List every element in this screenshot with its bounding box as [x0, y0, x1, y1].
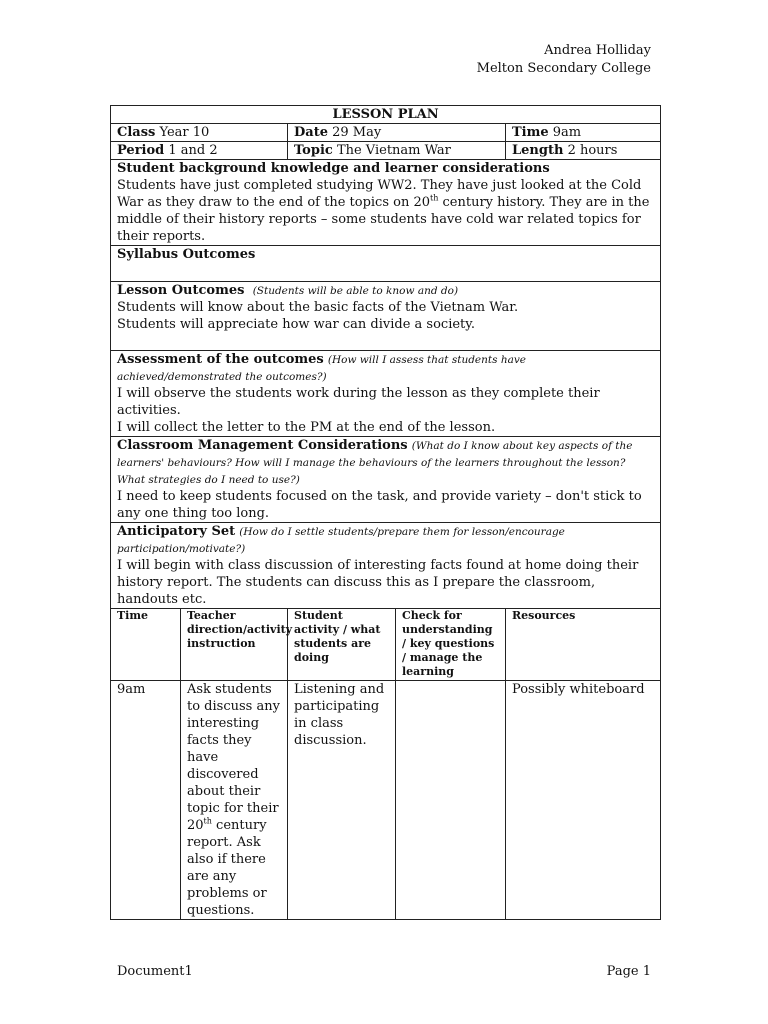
- period-cell: [111, 142, 288, 160]
- assessment-line-2: I will collect the letter to the PM at the end of the lesson.: [117, 420, 496, 435]
- anticipatory-text: I will begin with class discussion of interesting facts found at home doing their history report. The students can discuss this as I prepare the classroom, handouts etc.: [117, 558, 639, 607]
- row-teacher-text-2: century report. Ask also if there are any problems or questions.: [187, 818, 267, 918]
- period-value: 1 and 2: [168, 143, 218, 158]
- anticipatory-note: (How do I settle students/prepare them for lesson/encourage participation/motivate?): [117, 526, 565, 555]
- class-cell: [111, 124, 288, 142]
- assessment-section: [111, 351, 661, 437]
- anticipatory-section: [111, 523, 661, 609]
- time-cell: [506, 124, 661, 142]
- topic-label: Topic: [294, 143, 333, 158]
- management-section: [111, 437, 661, 523]
- outcomes-section: [111, 282, 661, 351]
- date-label: Date: [294, 125, 328, 140]
- time-label: Time: [512, 125, 549, 140]
- row-time: 9am: [111, 681, 181, 920]
- row-resources: Possibly whiteboard: [506, 681, 661, 920]
- footer-document-name: Document1: [117, 964, 193, 979]
- row-teacher-text-1: Ask students to discuss any interesting facts they have discovered about their topic for their 20: [187, 682, 280, 833]
- row-teacher-sup: th: [203, 816, 212, 826]
- class-value: Year 10: [159, 125, 210, 140]
- background-sup: th: [430, 193, 439, 203]
- column-header-resources: Resources: [506, 609, 661, 681]
- outcomes-line-1: Students will know about the basic facts of the Vietnam War.: [117, 300, 519, 315]
- outcomes-note: (Students will be able to know and do): [252, 285, 459, 297]
- time-value: 9am: [552, 125, 582, 140]
- assessment-heading: Assessment of the outcomes: [117, 352, 324, 367]
- column-header-time: Time: [111, 609, 181, 681]
- syllabus-section: [111, 246, 661, 282]
- row-teacher: [181, 681, 288, 920]
- length-value: 2 hours: [567, 143, 618, 158]
- background-text-1: Students have just completed studying WW2. They have just looked at the Cold War as they draw to the end of the topics on 20: [117, 178, 642, 210]
- footer-page-number: Page 1: [606, 964, 651, 979]
- length-label: Length: [512, 143, 564, 158]
- outcomes-line-2: Students will appreciate how war can divide a society.: [117, 317, 476, 332]
- management-note: (What do I know about key aspects of the learners' behaviours? How will I manage the behaviours of the learners throughout the lesson? What strategies do I need to use?): [117, 440, 633, 486]
- management-text: I need to keep students focused on the task, and provide variety – don't stick to any one thing too long.: [117, 489, 642, 521]
- date-cell: [288, 124, 506, 142]
- anticipatory-heading: Anticipatory Set: [117, 524, 236, 539]
- syllabus-heading: Syllabus Outcomes: [117, 247, 256, 262]
- row-check: [396, 681, 506, 920]
- background-section: [111, 160, 661, 246]
- period-label: Period: [117, 143, 165, 158]
- header-author: Andrea Holliday: [544, 43, 651, 58]
- plan-title: LESSON PLAN: [111, 106, 661, 124]
- topic-value: The Vietnam War: [336, 143, 451, 158]
- column-header-check: Check for understanding / key questions / manage the learning: [396, 609, 506, 681]
- date-value: 29 May: [332, 125, 382, 140]
- outcomes-heading: Lesson Outcomes: [117, 283, 245, 298]
- lesson-plan-table: [110, 105, 661, 920]
- column-header-teacher: Teacher direction/activity instruction: [181, 609, 288, 681]
- row-student: Listening and participating in class discussion.: [288, 681, 396, 920]
- background-text-2: century history. They are in the middle of their history reports – some students have cold war related topics for their reports.: [117, 195, 650, 244]
- topic-cell: [288, 142, 506, 160]
- assessment-line-1: I will observe the students work during the lesson as they complete their activities.: [117, 386, 600, 418]
- class-label: Class: [117, 125, 156, 140]
- length-cell: [506, 142, 661, 160]
- management-heading: Classroom Management Considerations: [117, 438, 408, 453]
- background-heading: Student background knowledge and learner considerations: [117, 161, 550, 176]
- header-school: Melton Secondary College: [476, 61, 651, 76]
- column-header-student: Student activity / what students are doing: [288, 609, 396, 681]
- assessment-note: (How will I assess that students have achieved/demonstrated the outcomes?): [117, 354, 527, 383]
